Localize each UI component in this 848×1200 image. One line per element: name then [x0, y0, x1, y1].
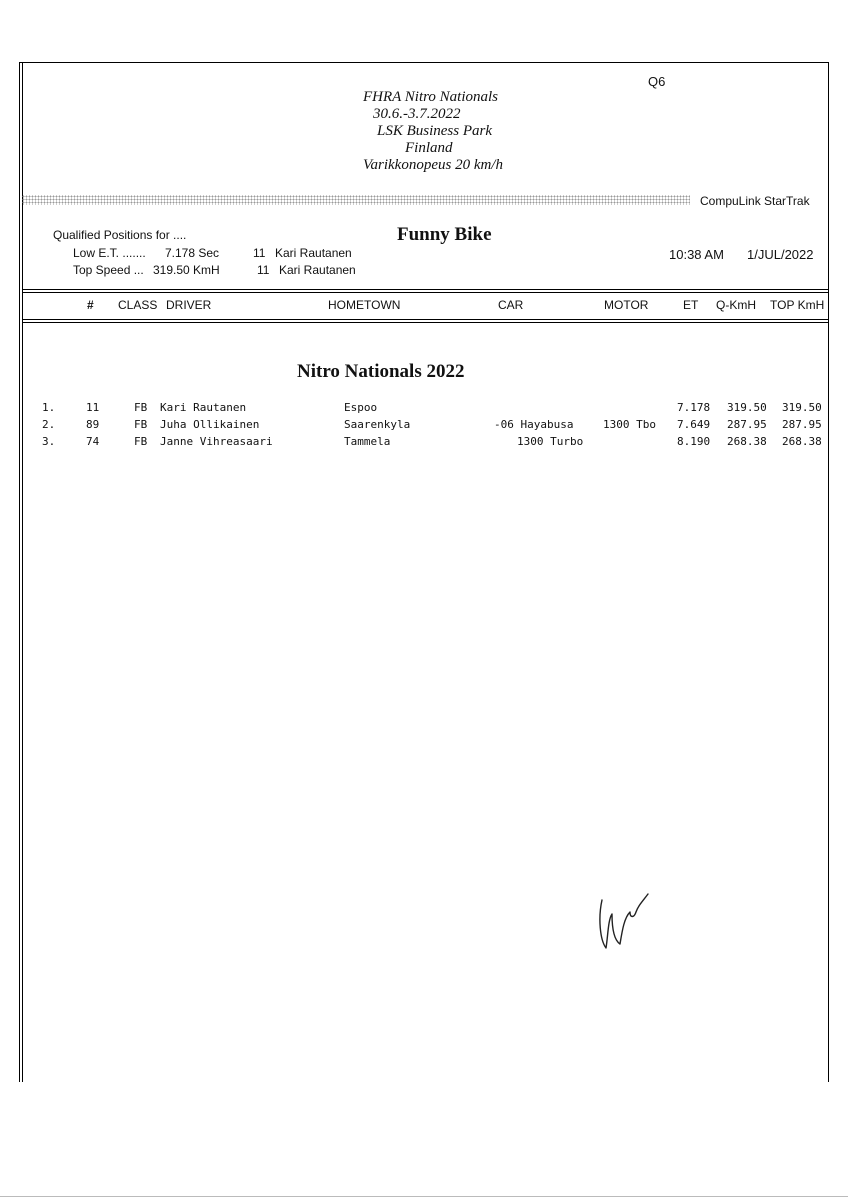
class-title: Funny Bike [397, 224, 492, 245]
row-hometown: Tammela [344, 435, 391, 448]
signature [590, 888, 660, 958]
top-speed-driver: Kari Rautanen [279, 263, 356, 277]
left-border-inner [22, 62, 23, 1082]
col-qkmh: Q-KmH [716, 298, 756, 312]
event-note: Varikkonopeus 20 km/h [363, 157, 503, 173]
event-venue: LSK Business Park [377, 123, 493, 139]
row-hometown: Espoo [344, 401, 378, 414]
page-code: Q6 [648, 74, 666, 89]
col-et: ET [683, 298, 699, 312]
row-class: FB [134, 418, 148, 431]
top-border [19, 62, 829, 63]
col-class: CLASS [118, 298, 158, 312]
row-position: 3. [42, 435, 56, 448]
header-rule-top-2 [22, 292, 828, 293]
row-top: 287.95 [782, 418, 822, 431]
row-qkmh: 268.38 [727, 435, 767, 448]
row-qkmh: 319.50 [727, 401, 767, 414]
print-date: 1/JUL/2022 [747, 247, 814, 262]
row-number: 11 [86, 401, 100, 414]
col-motor: MOTOR [604, 298, 649, 312]
col-hometown: HOMETOWN [328, 298, 401, 312]
row-motor: 1300 Tbo [603, 418, 656, 431]
row-class: FB [134, 435, 148, 448]
row-car: -06 Hayabusa [494, 418, 574, 431]
row-position: 1. [42, 401, 56, 414]
row-number: 74 [86, 435, 100, 448]
header-rule-bottom-2 [22, 322, 828, 323]
low-et-number: 11 [253, 246, 266, 260]
top-speed-label: Top Speed ... [73, 263, 144, 277]
row-et: 8.190 [677, 435, 711, 448]
event-dates: 30.6.-3.7.2022 [373, 106, 461, 122]
row-qkmh: 287.95 [727, 418, 767, 431]
row-et: 7.178 [677, 401, 711, 414]
row-et: 7.649 [677, 418, 711, 431]
footer-line [0, 1196, 848, 1197]
dotted-separator [22, 195, 690, 205]
section-title: Nitro Nationals 2022 [297, 361, 465, 382]
qualified-label: Qualified Positions for .... [53, 228, 187, 242]
col-num: # [87, 298, 94, 312]
col-driver: DRIVER [166, 298, 212, 312]
row-position: 2. [42, 418, 56, 431]
row-top: 319.50 [782, 401, 822, 414]
col-car: CAR [498, 298, 524, 312]
system-name: CompuLink StarTrak [700, 194, 810, 208]
low-et-value: 7.178 Sec [165, 246, 220, 260]
event-country: Finland [405, 140, 453, 156]
low-et-label: Low E.T. ....... [73, 246, 146, 260]
row-number: 89 [86, 418, 100, 431]
row-class: FB [134, 401, 148, 414]
row-driver: Kari Rautanen [160, 401, 247, 414]
row-car: 1300 Turbo [517, 435, 584, 448]
event-title: FHRA Nitro Nationals [363, 89, 499, 105]
header-rule-top-1 [22, 289, 828, 290]
right-border [828, 62, 829, 1082]
top-speed-value: 319.50 KmH [153, 263, 220, 277]
row-hometown: Saarenkyla [344, 418, 411, 431]
low-et-driver: Kari Rautanen [275, 246, 352, 260]
row-driver: Janne Vihreasaari [160, 435, 273, 448]
row-top: 268.38 [782, 435, 822, 448]
row-driver: Juha Ollikainen [160, 418, 260, 431]
print-time: 10:38 AM [669, 247, 724, 262]
col-top: TOP KmH [770, 298, 825, 312]
left-border [19, 62, 20, 1082]
top-speed-number: 11 [257, 263, 270, 277]
header-rule-bottom-1 [22, 319, 828, 320]
